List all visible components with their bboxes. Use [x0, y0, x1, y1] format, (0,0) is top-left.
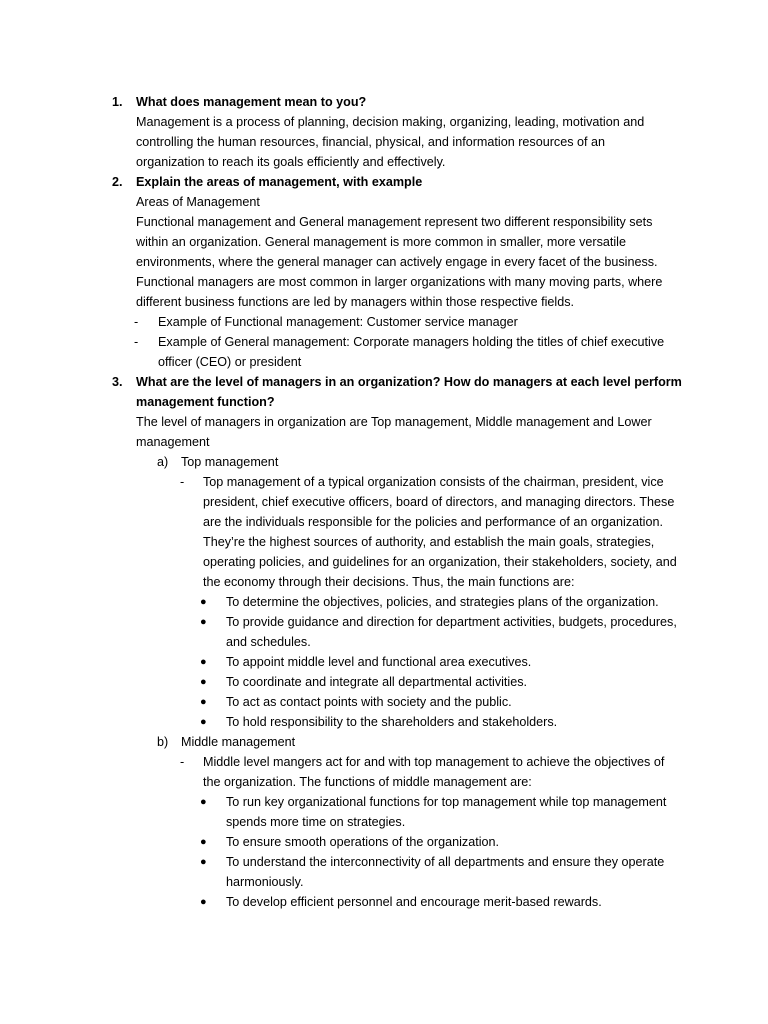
bullet-item [0, 652, 768, 672]
question-1 [0, 92, 768, 112]
bullet-item [0, 612, 768, 652]
bullet-item [0, 792, 768, 832]
description-text: Middle level mangers act for and with top management to achieve the objectives of the organization. The functions of middle management are: [203, 755, 665, 789]
example-text: Example of General management: Corporate managers holding the titles of chief executive officer (CEO) or president [158, 335, 665, 369]
bullet-icon: ● [200, 856, 207, 868]
bullet-icon: ● [200, 896, 207, 908]
bullet-text: To ensure smooth operations of the organization. [226, 835, 500, 849]
bullet-text: To determine the objectives, policies, and strategies plans of the organization. [226, 595, 659, 609]
bullet-text: To develop efficient personnel and encourage merit-based rewards. [226, 895, 602, 909]
section-heading: Areas of Management [136, 195, 260, 209]
dash-marker: - [180, 475, 185, 489]
question-3 [0, 372, 768, 412]
bullet-text: To act as contact points with society and the public. [226, 695, 512, 709]
bullet-item [0, 892, 768, 912]
answer-paragraph: Management is a process of planning, decision making, organizing, leading, motivation and controlling the human resources, financial, physical, and information resources of an organization to reach its goals efficiently and effectively. [136, 115, 645, 169]
bullet-text: To hold responsibility to the shareholders and stakeholders. [226, 715, 558, 729]
subsection-title: Top management [181, 455, 279, 469]
bullet-text: To understand the interconnectivity of all departments and ensure they operate harmoniously. [226, 855, 665, 889]
example-item [0, 312, 768, 332]
dash-marker: - [180, 755, 185, 769]
bullet-icon: ● [200, 656, 207, 668]
question-2 [0, 172, 768, 192]
bullet-item [0, 672, 768, 692]
subsection-top-management [0, 452, 768, 472]
example-text: Example of Functional management: Customer service manager [158, 315, 518, 329]
bullet-icon: ● [200, 716, 207, 728]
dash-marker: - [134, 335, 139, 349]
bullet-item [0, 852, 768, 892]
question-title: What are the level of managers in an organization? How do managers at each level perform management function? [136, 375, 682, 409]
bullet-icon: ● [200, 676, 207, 688]
example-item [0, 332, 768, 372]
answer-paragraph: Functional management and General management represent two different responsibility sets within an organization. General management is more common in smaller, more versatile environments, where the general manager can actively engage in every facet of the business. Functional managers are most common in larger organizations with many moving parts, where different business functions are led by managers within those respective fields. [136, 215, 663, 309]
bullet-icon: ● [200, 796, 207, 808]
dash-marker: - [134, 315, 139, 329]
subsection-title: Middle management [181, 735, 296, 749]
bullet-item [0, 592, 768, 612]
subsection-letter: b) [157, 735, 169, 749]
bullet-item [0, 832, 768, 852]
bullet-icon: ● [200, 836, 207, 848]
question-number: 2. [112, 175, 123, 189]
subsection-letter: a) [157, 455, 169, 469]
bullet-text: To appoint middle level and functional area executives. [226, 655, 532, 669]
bullet-icon: ● [200, 616, 207, 628]
bullet-text: To run key organizational functions for top management while top management spends more time on strategies. [226, 795, 667, 829]
bullet-icon: ● [200, 696, 207, 708]
question-number: 3. [112, 375, 123, 389]
description-text: Top management of a typical organization consists of the chairman, president, vice president, chief executive officers, board of directors, and managing directors. These are the individuals responsible for the policies and performance of an organization. They’re the highest sources of authority, and establish the main goals, strategies, operating policies, and guidelines for an organization, their stakeholders, society, and the economy through their decisions. Thus, the main functions are: [203, 475, 677, 589]
question-number: 1. [112, 95, 123, 109]
bullet-item [0, 712, 768, 732]
answer-paragraph: The level of managers in organization are Top management, Middle management and Lower management [136, 415, 652, 449]
subsection-description [0, 472, 768, 592]
subsection-middle-management [0, 732, 768, 752]
subsection-description [0, 752, 768, 792]
bullet-icon: ● [200, 596, 207, 608]
question-title: What does management mean to you? [136, 95, 367, 109]
bullet-text: To coordinate and integrate all departmental activities. [226, 675, 528, 689]
question-title: Explain the areas of management, with example [136, 175, 423, 189]
document-content [0, 92, 768, 912]
bullet-item [0, 692, 768, 712]
bullet-text: To provide guidance and direction for department activities, budgets, procedures, and schedules. [226, 615, 677, 649]
